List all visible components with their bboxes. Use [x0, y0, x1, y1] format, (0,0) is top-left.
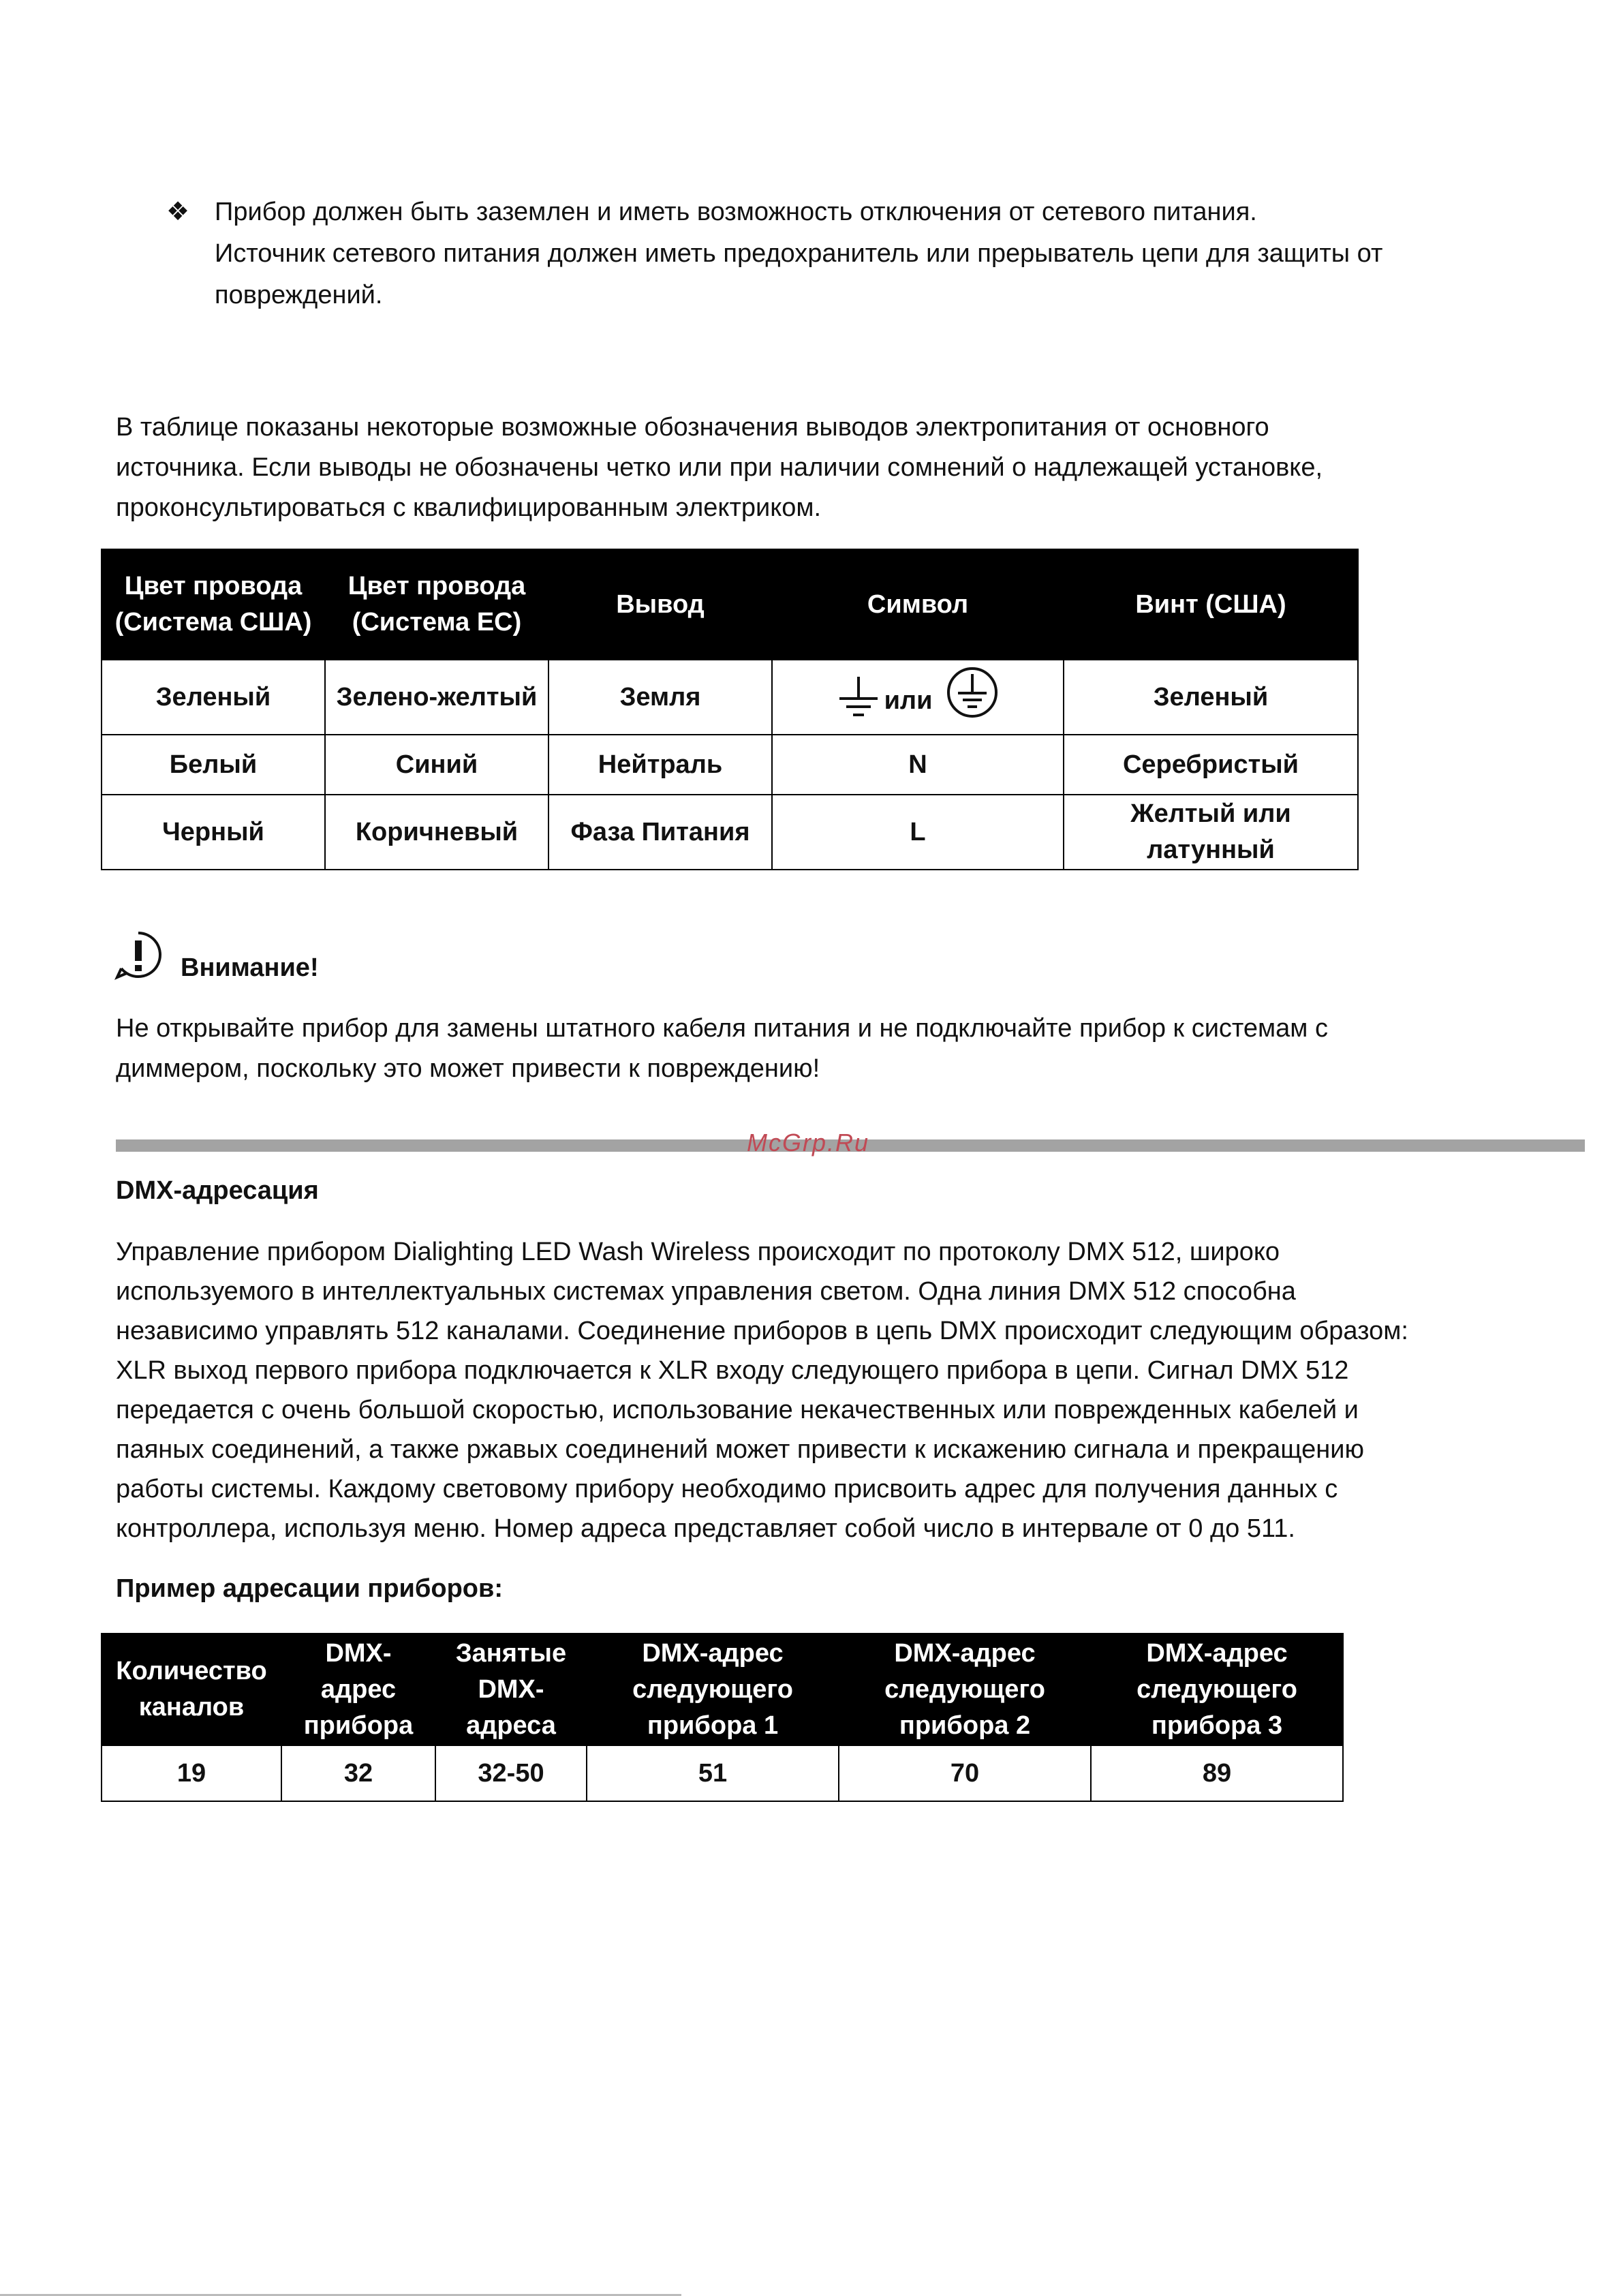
wiring-header-eu-color: Цвет провода (Система ЕС)	[325, 549, 548, 660]
table-row	[102, 795, 1358, 870]
wiring-header-screw: Винт (США)	[1064, 549, 1358, 660]
dmx-header-channels: Количество каналов	[102, 1634, 281, 1745]
wiring-table	[101, 549, 1359, 870]
protective-earth-icon	[946, 666, 999, 719]
warning-title: Внимание!	[181, 953, 319, 982]
table-cell: Синий	[325, 735, 548, 795]
table-cell: Зеленый	[1064, 660, 1358, 735]
dmx-line-4: XLR выход первого прибора подключается к XLR входу следующего прибора в цепи. Сигнал DMX 512	[116, 1356, 1349, 1385]
table-cell: 89	[1091, 1745, 1343, 1801]
dmx-header-next-3: DMX-адрес следующего прибора 3	[1091, 1634, 1343, 1745]
dmx-line-3: независимо управлять 512 каналами. Соединение приборов в цепь DMX происходит следующим образом:	[116, 1317, 1408, 1345]
watermark: McGrp.Ru	[747, 1129, 870, 1157]
dmx-line-6: паяных соединений, а также ржавых соединений может привести к искажению сигнала и прекращению	[116, 1435, 1364, 1464]
dmx-table-header-row	[102, 1634, 1343, 1745]
intro-line-1: В таблице показаны некоторые возможные обозначения выводов электропитания от основного	[116, 413, 1269, 442]
dmx-line-8: контроллера, используя меню. Номер адреса представляет собой число в интервале от 0 до 511.	[116, 1514, 1295, 1543]
table-cell: 32-50	[435, 1745, 587, 1801]
table-cell: Коричневый	[325, 795, 548, 870]
table-cell: Фаза Питания	[548, 795, 772, 870]
ground-symbol-joiner: или	[884, 686, 933, 715]
bullet-line-2: Источник сетевого питания должен иметь предохранитель или прерыватель цепи для защиты от	[215, 239, 1383, 268]
table-cell: N	[772, 735, 1064, 795]
table-cell: Серебристый	[1064, 735, 1358, 795]
wiring-header-terminal: Вывод	[548, 549, 772, 660]
dmx-heading: DMX-адресация	[116, 1176, 319, 1205]
warning-line-2: диммером, поскольку это может привести к повреждению!	[116, 1054, 820, 1083]
table-cell: Черный	[102, 795, 325, 870]
table-cell: 19	[102, 1745, 281, 1801]
table-cell: Белый	[102, 735, 325, 795]
table-cell: 32	[281, 1745, 435, 1801]
table-cell: L	[772, 795, 1064, 870]
ground-symbol-cell	[772, 660, 1064, 735]
dmx-line-7: работы системы. Каждому световому прибору необходимо присвоить адрес для получения данных с	[116, 1475, 1338, 1503]
table-row	[102, 660, 1358, 735]
ground-symbol-icon	[837, 675, 880, 719]
table-cell: 70	[839, 1745, 1091, 1801]
table-cell: Зелено-желтый	[325, 660, 548, 735]
table-cell: Желтый или латунный	[1064, 795, 1358, 870]
wiring-table-header-row	[102, 549, 1358, 660]
dmx-example-heading: Пример адресации приборов:	[116, 1574, 504, 1603]
bullet-diamond-icon: ❖	[166, 198, 190, 226]
dmx-address-table	[101, 1633, 1344, 1802]
dmx-header-address: DMX-адрес прибора	[281, 1634, 435, 1745]
bullet-line-1: Прибор должен быть заземлен и иметь возможность отключения от сетевого питания.	[215, 198, 1257, 226]
table-cell: Зеленый	[102, 660, 325, 735]
dmx-header-occupied: Занятые DMX-адреса	[435, 1634, 587, 1745]
dmx-line-5: передается с очень большой скоростью, использование некачественных или поврежденных кабелей и	[116, 1396, 1359, 1424]
bullet-line-3: повреждений.	[215, 281, 383, 309]
dmx-line-1: Управление прибором Dialighting LED Wash Wireless происходит по протоколу DMX 512, широко	[116, 1238, 1280, 1266]
table-cell: 51	[587, 1745, 839, 1801]
intro-line-3: проконсультироваться с квалифицированным электриком.	[116, 493, 822, 522]
dmx-header-next-2: DMX-адрес следующего прибора 2	[839, 1634, 1091, 1745]
table-cell: Нейтраль	[548, 735, 772, 795]
table-row	[102, 1745, 1343, 1801]
warning-line-1: Не открывайте прибор для замены штатного кабеля питания и не подключайте прибор к системам с	[116, 1014, 1328, 1043]
dmx-line-2: используемого в интеллектуальных системах управления светом. Одна линия DMX 512 способна	[116, 1277, 1296, 1306]
warning-icon	[113, 930, 164, 980]
intro-line-2: источника. Если выводы не обозначены четко или при наличии сомнений о надлежащей установке,	[116, 453, 1323, 482]
wiring-header-symbol: Символ	[772, 549, 1064, 660]
dmx-header-next-1: DMX-адрес следующего прибора 1	[587, 1634, 839, 1745]
wiring-header-us-color: Цвет провода (Система США)	[102, 549, 325, 660]
table-cell: Земля	[548, 660, 772, 735]
table-row	[102, 735, 1358, 795]
